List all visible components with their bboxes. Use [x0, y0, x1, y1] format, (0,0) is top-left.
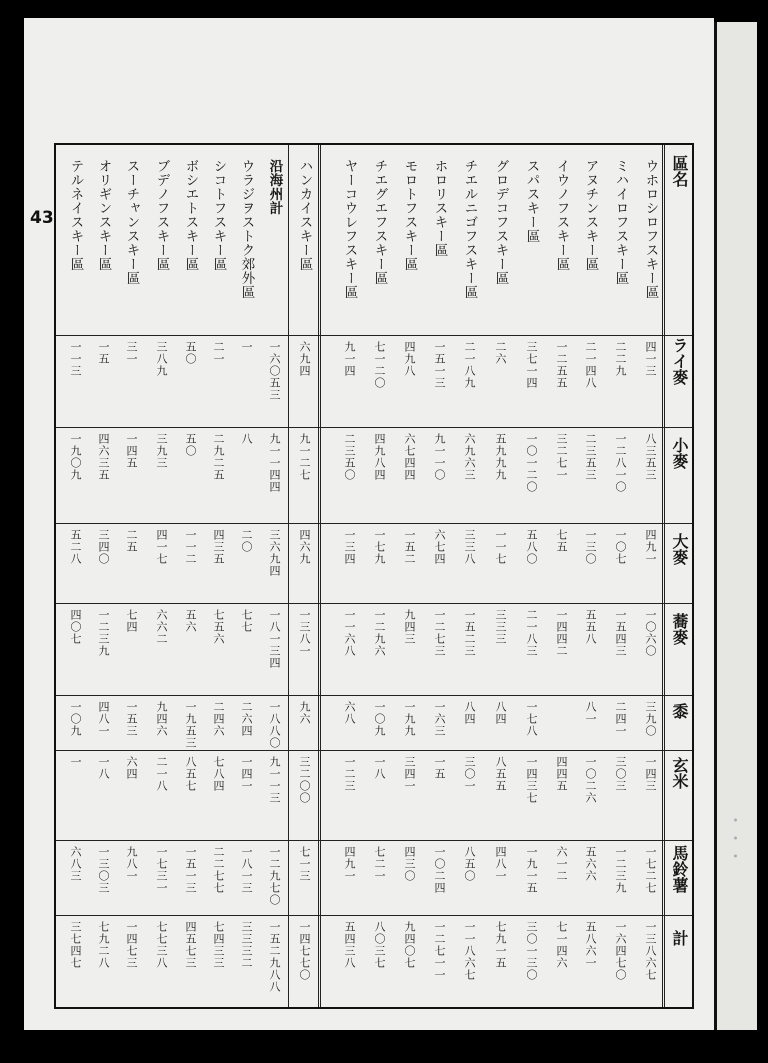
table-cell: 五〇	[184, 433, 197, 457]
table-cell: 一五一三	[184, 846, 197, 894]
table-cell: 三四一	[403, 756, 416, 792]
header-buckwheat: 蕎麥	[670, 613, 689, 645]
table-cell: 二九二五	[212, 433, 225, 481]
row-rule	[56, 915, 692, 916]
table-cell: 三〇一	[463, 756, 476, 792]
table-cell: 三一	[125, 341, 138, 365]
table-cell: 三三三二	[240, 921, 253, 969]
table-cell: 一六四七〇	[614, 921, 627, 981]
table-cell: 一四三七	[525, 756, 538, 804]
table-cell: 三二七一	[555, 433, 568, 481]
table-cell: 九四〇七	[403, 921, 416, 969]
table-cell: 二六	[494, 341, 507, 365]
header-millet: 黍	[670, 703, 689, 719]
table-cell: 三〇一三〇	[525, 921, 538, 981]
table-cell: 五八六一	[584, 921, 597, 969]
table-cell: 七一二〇	[373, 341, 386, 389]
header-potato: 馬鈴薯	[670, 845, 689, 893]
district-name: グロデコフスキー區	[492, 159, 509, 285]
table-cell: 一二七一一	[433, 921, 446, 981]
table-cell: 一七八	[525, 701, 538, 737]
table-cell: 一九一五	[525, 846, 538, 894]
table-cell: 八五〇	[463, 846, 476, 882]
table-cell: 一一三	[69, 341, 82, 377]
table-cell: 三四〇	[97, 529, 110, 565]
table-cell: 二六四	[240, 701, 253, 737]
table-cell: 四〇七	[69, 609, 82, 645]
district-name: テルネイスキー區	[67, 159, 84, 271]
table-cell: 九一二七	[298, 433, 311, 481]
district-name: スーチャンスキー區	[123, 159, 140, 285]
district-name: ボシエトスキー區	[182, 159, 199, 271]
table-cell: 一〇二六	[584, 756, 597, 804]
table-cell: 二一八九	[463, 341, 476, 389]
table-cell: 一八	[373, 756, 386, 780]
table-cell: 一三八一	[298, 609, 311, 657]
table-cell: 一七三一	[155, 846, 168, 894]
table-cell: 一一二	[184, 529, 197, 565]
table-cell: 六八	[343, 701, 356, 725]
table-cell: 一九五三	[184, 701, 197, 749]
table-cell: 七四	[125, 609, 138, 633]
table-cell: 一二七三	[433, 609, 446, 657]
header-total: 計	[670, 930, 689, 946]
table-cell: 一五	[97, 341, 110, 365]
table-cell: 一九〇九	[69, 433, 82, 481]
table-cell: 七二一	[373, 846, 386, 882]
table-cell: 一一八六七	[463, 921, 476, 981]
table-cell: 二二九	[614, 341, 627, 377]
table-cell: 二四六	[212, 701, 225, 737]
table-cell: 一五二三	[463, 609, 476, 657]
table-cell: 九一一四四	[268, 433, 281, 493]
district-name: アヌチンスキー區	[582, 159, 599, 271]
table-cell: 四九八	[403, 341, 416, 377]
table-cell: 一〇六〇	[644, 609, 657, 657]
table-cell: 六九四	[298, 341, 311, 377]
header-rye: ライ麥	[670, 337, 689, 385]
total-rule-right	[318, 145, 321, 1007]
table-cell: 五八〇	[525, 529, 538, 565]
table-cell: 一二三九	[97, 609, 110, 657]
table-cell: 二四一	[614, 701, 627, 737]
table-cell: 九一四	[343, 341, 356, 377]
district-name: ヤーコウレフスキー區	[341, 159, 358, 299]
table-cell: 四八一	[494, 846, 507, 882]
row-rule	[56, 523, 692, 524]
document-page	[24, 18, 714, 1030]
table-cell: 一一七	[494, 529, 507, 565]
district-name: ブデノフスキー區	[153, 159, 170, 271]
table-cell: 一〇二四	[433, 846, 446, 894]
table-cell: 七五六	[212, 609, 225, 645]
table-cell: 六四	[125, 756, 138, 780]
table-cell: 一二九六	[373, 609, 386, 657]
table-cell: 五六六	[584, 846, 597, 882]
table-cell: 八五七	[184, 756, 197, 792]
table-cell: 一三八六七	[644, 921, 657, 981]
table-cell: 四六三五	[97, 433, 110, 481]
table-cell: 一五三	[125, 701, 138, 737]
row-rule	[56, 603, 692, 604]
table-cell: 九六	[298, 701, 311, 725]
table-cell: 一〇七	[614, 529, 627, 565]
table-cell: 七一四六	[555, 921, 568, 969]
header-district: 區名	[670, 155, 689, 187]
table-cell: 三七四七	[69, 921, 82, 969]
table-cell: 一三〇三	[97, 846, 110, 894]
table-cell: 三三八	[463, 529, 476, 565]
table-cell: 八〇三七	[373, 921, 386, 969]
table-cell: 五〇	[184, 341, 197, 365]
table-cell: 一四一	[240, 756, 253, 792]
table-cell: 九八一	[125, 846, 138, 882]
table-cell: 九四三	[403, 609, 416, 645]
table-cell: 四四五	[555, 756, 568, 792]
table-cell: 一四三	[644, 756, 657, 792]
table-cell: 六六二	[155, 609, 168, 645]
table-cell: 六七四四	[403, 433, 416, 481]
header-wheat: 小麥	[670, 437, 689, 469]
table-cell: 七九一五	[494, 921, 507, 969]
table-cell: 八	[240, 433, 253, 445]
table-cell: 九四六	[155, 701, 168, 737]
table-cell: 五六	[184, 609, 197, 633]
total-rule-left	[288, 145, 289, 1007]
table-cell: 四一七	[155, 529, 168, 565]
header-column-rule	[662, 145, 665, 1007]
table-cell: 七一三	[298, 846, 311, 882]
table-cell: 七四三三	[212, 921, 225, 969]
table-cell: 二一八三	[525, 609, 538, 657]
table-cell: 五四三八	[343, 921, 356, 969]
district-name: ホロリスキー區	[431, 159, 448, 257]
table-cell: 二三五〇	[343, 433, 356, 481]
table-cell: 七五	[555, 529, 568, 553]
table-cell: 七七	[240, 609, 253, 633]
table-cell: 五五八	[584, 609, 597, 645]
table-cell: 一五二	[403, 529, 416, 565]
district-name: オリギンスキー區	[95, 159, 112, 271]
district-name: ウホロシロフスキー區	[642, 159, 659, 299]
table-cell: 一五一三	[433, 341, 446, 389]
table-cell: 二三五三	[584, 433, 597, 481]
district-name: ハンカイスキー區	[296, 159, 313, 271]
table-cell: 六七四	[433, 529, 446, 565]
table-cell: 六一二	[555, 846, 568, 882]
table-cell: 一五二九八八	[268, 921, 281, 993]
table-cell: 三九三	[155, 433, 168, 469]
district-name: イウノフスキー區	[553, 159, 570, 271]
table-cell: 四九一	[644, 529, 657, 565]
table-cell: 一二五五	[555, 341, 568, 389]
table-cell: 一六三	[433, 701, 446, 737]
header-barley: 大麥	[670, 533, 689, 565]
district-name: ミハイロフスキー區	[612, 159, 629, 285]
table-cell: 四九八四	[373, 433, 386, 481]
row-rule	[56, 840, 692, 841]
table-cell: 一五四三	[614, 609, 627, 657]
table-cell: 八四	[463, 701, 476, 725]
table-cell: 一八	[97, 756, 110, 780]
table-cell: 一八一三四	[268, 609, 281, 669]
table-cell: 一八一三	[240, 846, 253, 894]
table-cell: 四三五	[212, 529, 225, 565]
table-cell: 二一	[212, 341, 225, 365]
header-separator	[56, 335, 692, 336]
table-cell: 六九六三	[463, 433, 476, 481]
table-cell: 五九九九	[494, 433, 507, 481]
table-cell: 四五七三	[184, 921, 197, 969]
table-cell: 一〇九	[69, 701, 82, 737]
district-name: スパスキー區	[523, 159, 540, 243]
table-cell: 二五	[125, 529, 138, 553]
table-cell: 二二七七	[212, 846, 225, 894]
row-rule	[56, 427, 692, 428]
table-cell: 一二三九	[614, 846, 627, 894]
table-cell: 四八一	[97, 701, 110, 737]
table-cell: 八五五	[494, 756, 507, 792]
table-cell: 一〇九	[373, 701, 386, 737]
table-cell: 一九九	[403, 701, 416, 737]
district-name: チエグエフスキー區	[371, 159, 388, 285]
table-cell: 一四七七〇	[298, 921, 311, 981]
table-cell: 一八八〇	[268, 701, 281, 749]
table-cell: 九一一三	[268, 756, 281, 804]
district-name: シコトフスキー區	[210, 159, 227, 271]
page-number: 43	[30, 208, 54, 228]
table-cell: 四一三	[644, 341, 657, 377]
district-name: モロトフスキー區	[401, 159, 418, 271]
table-cell: 一二八一〇	[614, 433, 627, 493]
table-cell: 八三五三	[644, 433, 657, 481]
table-cell: 一五	[433, 756, 446, 780]
table-cell: 一一六八	[343, 609, 356, 657]
table-cell: 七八四	[212, 756, 225, 792]
table-cell: 一四五	[125, 433, 138, 469]
table-cell: 八四	[494, 701, 507, 725]
table-cell: 一	[240, 341, 253, 353]
table-cell: 四九一	[343, 846, 356, 882]
district-name: ウラジヲストク郊外區	[238, 159, 255, 299]
table-cell: 四六九	[298, 529, 311, 565]
table-cell: 一二九七〇	[268, 846, 281, 906]
table-cell: 一三〇	[584, 529, 597, 565]
table-cell: 一七九	[373, 529, 386, 565]
table-cell: 一	[69, 756, 82, 768]
table-cell: 二〇	[240, 529, 253, 553]
table-cell: 一三四	[343, 529, 356, 565]
table-cell: 三六九四	[268, 529, 281, 577]
table-cell: 一七二七	[644, 846, 657, 894]
bleed-through: ・・・	[725, 812, 744, 866]
table-cell: 二一八	[155, 756, 168, 792]
header-brown-rice: 玄米	[670, 757, 689, 789]
table-cell: 八一	[584, 701, 597, 725]
total-row-label: 沿海州計	[266, 159, 283, 215]
table-cell: 七七三八	[155, 921, 168, 969]
adjacent-page-edge	[714, 22, 757, 1030]
table-cell: 四三〇	[403, 846, 416, 882]
table-cell: 二一四八	[584, 341, 597, 389]
table-cell: 九一一〇	[433, 433, 446, 481]
table-cell: 三三三	[494, 609, 507, 645]
table-cell: 一四四二	[555, 609, 568, 657]
row-rule	[56, 695, 692, 696]
table-cell: 一二三	[343, 756, 356, 792]
data-table	[54, 143, 694, 1009]
table-cell: 七九二八	[97, 921, 110, 969]
table-cell: 一四七三	[125, 921, 138, 969]
table-cell: 三九〇	[644, 701, 657, 737]
table-cell: 三〇三	[614, 756, 627, 792]
table-cell: 六八三	[69, 846, 82, 882]
row-rule	[56, 750, 692, 751]
table-cell: 三二〇〇	[298, 756, 311, 804]
table-cell: 一六〇五三	[268, 341, 281, 401]
table-cell: 一〇一二〇	[525, 433, 538, 493]
table-cell: 三七一四	[525, 341, 538, 389]
table-cell: 五二八	[69, 529, 82, 565]
table-cell: 三八九	[155, 341, 168, 377]
district-name: チエルニゴフスキー區	[461, 159, 478, 299]
